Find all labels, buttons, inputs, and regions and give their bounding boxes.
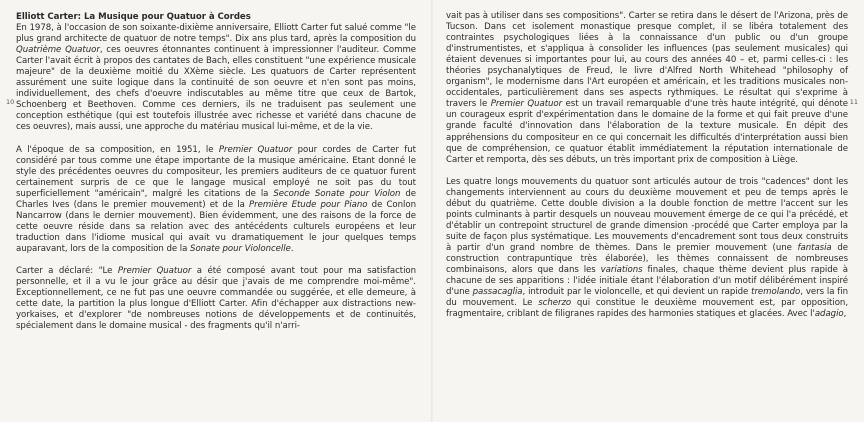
- paragraph-2: A l'époque de sa composition, en 1951, le Premier Quatuor pour cordes de Carter fut considéré par tous comme une étape importante de la musique américaine. Etant donné le style des précédentes oeuvres du compositeur, les premiers auditeurs de ce quatuor furent certainement surpris de ce que le langage musical employé ne soit pas du tout superficiellement "américain", malgré les citations de la Seconde Sonate pour Violon de Charles Ives (dans le premier mouvement) et de la Première Etude pour Piano de Conlon Nancarrow (dans le dernier mouvement). Bien évidemment, une des raisons de la force de cette oeuvre réside dans sa relation avec des antécédents culturels européens et leur traduction dans l'idiome musical qui avait vu dramatiquement le jour quelques temps auparavant, lors de la composition de la Sonate pour Violoncelle.: [16, 144, 416, 254]
- right-text-column: [446, 11, 848, 320]
- paragraph-4: vait pas à utiliser dans ses compositions". Carter se retira dans le désert de l'Arizona, près de Tucson. Dans cet isolement monastique presque complet, il se libéra totalement des contraintes psychologiques liées à la connaissance d'un public ou d'un groupe d'instrumentistes, et s'appliqua à consolider les influences (pas seulement musicales) qui étaient devenues si importantes pour lui, au cours des années 40 – et, parmi celles-ci : les théories psychanalytiques de Freud, le livre d'Alfred North Whitehead "philosophy of organism", le modernisme dans l'Art européen et américain, et les traditions musicales non-occidentales, particulièrement dans ses aspects rythmiques. Le résultat qui s'exprime à travers le Premier Quatuor est un travail remarquable d'une très haute intégrité, qui dénote un courageux esprit d'expérimentation dans le domaine de la forme et qui fait preuve d'une grande faculté d'innovation dans l'élaboration de la texture musicale. En dépit des appréhensions du compositeur en ce qui concernait les difficultés d'interprétation aussi bien que de compréhension, ce quatuor établit immédiatement la réputation internationale de Carter et remporta, dès ses débuts, un très important prix de composition à Liège.: [446, 11, 849, 165]
- article-title: Elliott Carter: La Musique pour Quatuor à Cordes: [16, 12, 251, 22]
- paragraph-5: Les quatre longs mouvements du quatuor sont articulés autour de trois "cadences" dont les changements interviennent au cours du deuxième mouvement et peu de temps après le début du quatrième. Cette double division a la double fonction de mettre l'accent sur les points culminants à partir desquels un nouveau mouvement émerge de ce qui l'a précédé, et d'établir un contrepoint structurel de grande dimension -procédé que Carter employa par la suite de façon plus systématique. Les mouvements d'encadrement sont tous deux construits à partir d'un grand nombre de thèmes. Dans le premier mouvement (une fantasia de construction contrapuntique très élaborée), les thèmes connaissent de nombreuses combinaisons, alors que dans les variations finales, chaque thème devient plus rapide à chacune de ses apparitions : l'idée initiale étant l'élaboration d'un motif délibérément inspiré d'une passacaglia, introduit par le violoncelle, et qui devient un rapide tremolando, vers la fin du mouvement. Le scherzo qui constitue le deuxième mouvement est, par opposition, fragmentaire, criblant de filigranes rapides des harmonies statiques et glacées. Avec l'adagio,: [446, 176, 849, 320]
- right-page: [432, 0, 864, 422]
- left-text-column: [16, 12, 416, 332]
- page-number-left: 10: [6, 98, 15, 106]
- paragraph-1: En 1978, à l'occasion de son soixante-dixième anniversaire, Elliott Carter fut salué comme "le plus grand architecte de quatuor de notre temps". Dix ans plus tard, après la composition du Quatrième Quatuor, ces oeuvres étonnantes continuent à impressionner l'auditeur. Comme Carter l'avait écrit à propos des cantates de Bach, elles constituent "une expérience musicale majeure" de la deuxième moitié du XXème siècle. Les quatuors de Carter représentent assurément une suite logique dans la continuité de son oeuvre et n'en sont pas moins, individuellement, des chefs d'oeuvre indiscutables au même titre que ceux de Bartok, Schoenberg et Beethoven. Comme ces derniers, ils ne traduisent pas seulement une conception esthétique (qui est toutefois illustrée avec richesse et variété dans chacune de ces oeuvres), mais aussi, une approche du matériau musical lui-même, et de la vie.: [16, 23, 417, 133]
- page-number-right: 11: [849, 98, 858, 106]
- paragraph-3: Carter a déclaré: "Le Premier Quatuor a été composé avant tout pour ma satisfaction personnelle, et il a vu le jour grâce au désir que j'avais de me comprendre moi-même". Exceptionnellement, ce ne fut pas une oeuvre commandée ou suggérée, et elle demeure, à cette date, la partition la plus longue d'Elliott Carter. Afin d'échapper aux distractions new-yorkaises, et d'explorer "de nombreuses notions de développements et de continuités, spécialement dans le domaine musical - des fragments qu'il n'arri-: [16, 265, 417, 332]
